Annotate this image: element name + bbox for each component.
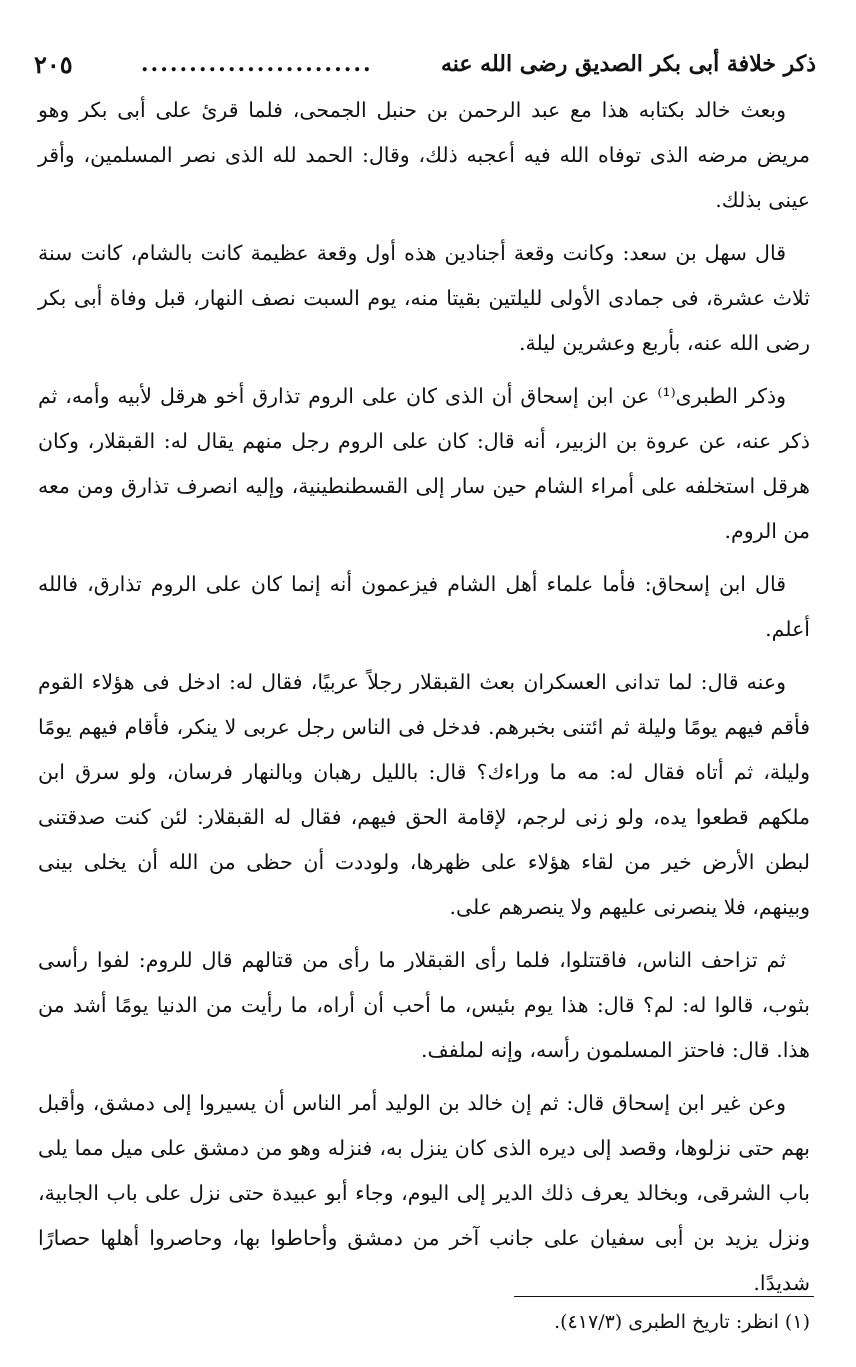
paragraph: وعن غير ابن إسحاق قال: ثم إن خالد بن الوليد أمر الناس أن يسيروا إلى دمشق، وأقبل بهم حتى نزلوها، وقصد إلى ديره الذى كان ينزل به، فنزله وهو من دمشق على ميل مما يلى باب الشرقى، وبخالد يعرف ذلك الدير إلى اليوم، وجاء أبو عبيدة حتى نزل على باب الجابية، ونزل يزيد بن أبى سفيان على جانب آخر من دمشق وأحاطوا بها، وحاصروا أهلها حصارًا شديدًا.: [38, 1091, 810, 1295]
paragraph: ثم تزاحف الناس، فاقتتلوا، فلما رأى القبقلار ما رأى من قتالهم قال للروم: لفوا رأسى بثوب، قالوا له: لم؟ قال: هذا يوم بئيس، ما أحب أن أراه، ما رأيت من الدنيا يومًا أشد من هذا. قال: فاحتز المسلمون رأسه، وإنه لملفف.: [38, 948, 810, 1062]
page-number: ٢٠٥: [34, 49, 73, 79]
paragraph: وبعث خالد بكتابه هذا مع عبد الرحمن بن حنبل الجمحى، فلما قرئ على أبى بكر وهو مريض مرضه الذى توفاه الله فيه أعجبه ذلك، وقال: الحمد لله الذى نصر المسلمين، وأقر عينى بذلك.: [38, 98, 810, 212]
running-header: [34, 44, 816, 84]
main-text: [38, 88, 810, 1314]
footnote: (١) انظر: تاريخ الطبرى (٤١٧/٣).: [554, 1311, 810, 1333]
paragraph: قال سهل بن سعد: وكانت وقعة أجنادين هذه أول وقعة عظيمة كانت بالشام، كانت سنة ثلاث عشرة، فى جمادى الأولى لليلتين بقيتا منه، يوم السبت نصف النهار، قبل وفاة أبى بكر رضى الله عنه، بأربع وعشرين ليلة.: [38, 241, 810, 355]
header-leader-dots: ........................: [140, 51, 373, 77]
paragraph: قال ابن إسحاق: فأما علماء أهل الشام فيزعمون أنه إنما كان على الروم تذارق، فالله أعلم.: [38, 572, 810, 641]
footnote-separator: [514, 1296, 814, 1297]
paragraph: وعنه قال: لما تدانى العسكران بعث القبقلار رجلاً عربيًا، فقال له: ادخل فى هؤلاء القوم فأقم فيهم يومًا وليلة ثم ائتنى بخبرهم. فدخل فى الناس رجل عربى لا ينكر، فأقام فيهم يومًا وليلة، ثم أتاه فقال له: مه ما وراءك؟ قال: بالليل رهبان وبالنهار فرسان، ولو سرق ابن ملكهم قطعوا يده، ولو زنى لرجم، لإقامة الحق فيهم، فقال له القبقلار: لئن كنت صدقتنى لبطن الأرض خير من لقاء هؤلاء على ظهرها، ولوددت أن حظى من الله أن يخلى بينى وبينهم، فلا ينصرنى عليهم ولا ينصرهم على.: [38, 670, 810, 919]
paragraph: وذكر الطبرى⁽¹⁾ عن ابن إسحاق أن الذى كان على الروم تذارق أخو هرقل لأبيه وأمه، ثم ذكر عنه، عن عروة بن الزبير، أنه قال: كان على الروم رجل منهم يقال له: القبقلار، وكان هرقل استخلفه على أمراء الشام حين سار إلى القسطنطينية، وإليه انصرف تذارق ومن معه من الروم.: [38, 384, 810, 543]
chapter-title: ذكر خلافة أبى بكر الصديق رضى الله عنه: [440, 51, 816, 77]
